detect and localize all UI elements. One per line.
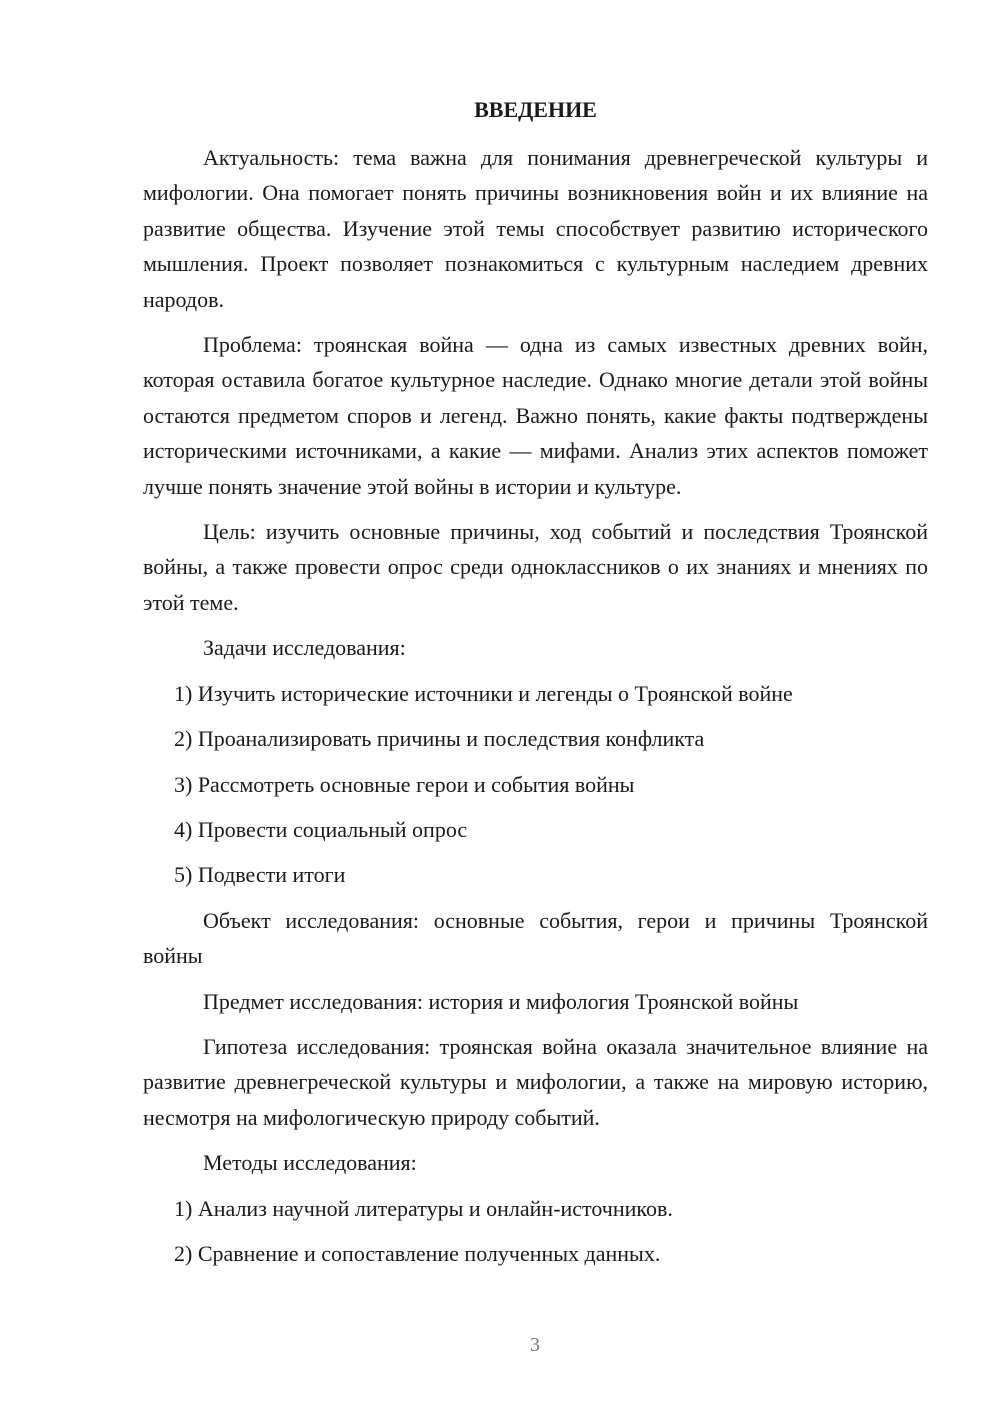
object-paragraph: Объект исследования: основные события, герои и причины Троянской войны [143,907,928,969]
page-number: 3 [530,1334,540,1356]
problem-paragraph: Проблема: троянская война — одна из самых известных древних войн, которая оставила богатое культурное наследие. Однако многие детали этой войны остаются предметом споров и легенд. Важно понять, какие факты подтверждены историческими источниками, а какие — мифами. Анализ этих аспектов поможет лучше понять значение этой войны в истории и культуре. [143,332,928,499]
page-content [143,92,928,1281]
task-item-3: 3) Рассмотреть основные герои и события войны [174,771,635,797]
task-item-2: 2) Проанализировать причины и последствия конфликта [174,726,705,752]
subject-paragraph: Предмет исследования: история и мифология Троянской войны [203,988,799,1014]
goal-paragraph: Цель: изучить основные причины, ход событий и последствия Троянской войны, а также провести опрос среди одноклассников о их знаниях и мнениях по этой теме. [143,519,928,615]
method-item-1: 1) Анализ научной литературы и онлайн-источников. [174,1195,673,1221]
page-heading: ВВЕДЕНИЕ [474,97,597,122]
task-item-4: 4) Провести социальный опрос [174,816,468,842]
tasks-title: Задачи исследования: [203,635,406,661]
task-item-5: 5) Подвести итоги [174,862,346,888]
relevance-paragraph: Актуальность: тема важна для понимания древнегреческой культуры и мифологии. Она помогает понять причины возникновения войн и их влияние на развитие общества. Изучение этой темы способствует развитию исторического мышления. Проект позволяет познакомиться с культурным наследием древних народов. [143,145,928,312]
task-item-1: 1) Изучить исторические источники и легенды о Троянской войне [174,680,793,706]
hypothesis-paragraph: Гипотеза исследования: троянская война оказала значительное влияние на развитие древнегреческой культуры и мифологии, а также на мировую историю, несмотря на мифологическую природу событий. [143,1033,928,1130]
method-item-2: 2) Сравнение и сопоставление полученных данных. [174,1240,661,1266]
methods-title: Методы исследования: [203,1150,417,1176]
